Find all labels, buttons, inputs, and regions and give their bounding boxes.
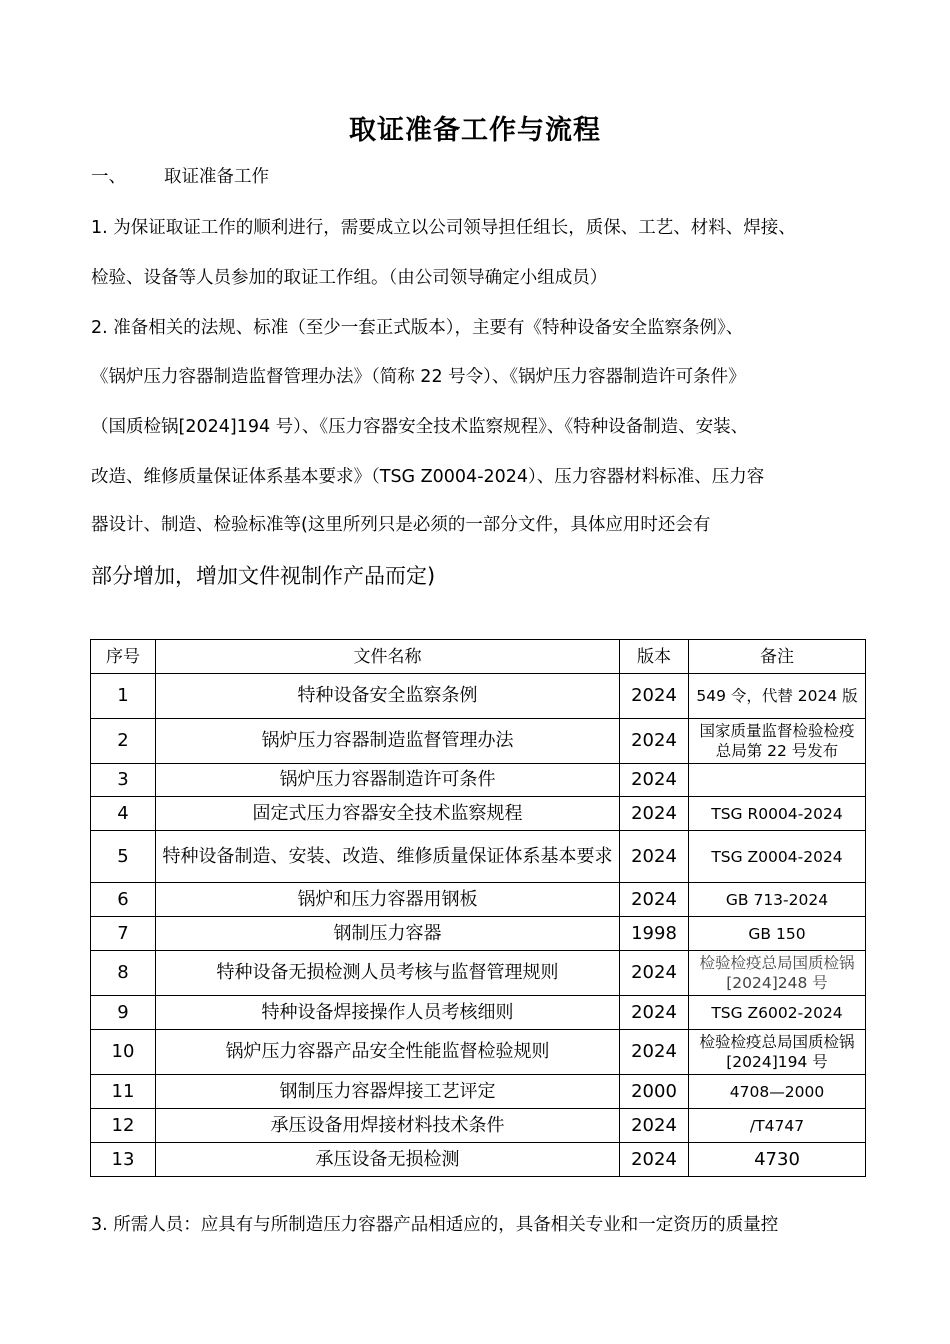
cell-version: 2024 [620, 831, 689, 883]
cell-version: 2024 [620, 996, 689, 1030]
paragraph-line: 改造、维修质量保证体系基本要求》（TSG Z0004-2024）、压力容器材料标准、压力容 [91, 467, 765, 487]
header-version: 版本 [620, 640, 689, 674]
table-row [91, 1075, 866, 1109]
table-row [91, 1030, 866, 1075]
cell-note: 国家质量监督检验检疫总局第 22 号发布 [689, 719, 866, 764]
cell-name: 钢制压力容器 [156, 917, 620, 951]
cell-index: 13 [91, 1143, 156, 1177]
cell-version: 2024 [620, 951, 689, 996]
cell-name: 特种设备焊接操作人员考核细则 [156, 996, 620, 1030]
cell-note: GB 713-2024 [689, 883, 866, 917]
cell-version: 2024 [620, 797, 689, 831]
document-table [90, 639, 866, 1177]
cell-version: 2024 [620, 1109, 689, 1143]
cell-version: 2024 [620, 883, 689, 917]
cell-note: /T4747 [689, 1109, 866, 1143]
cell-index: 3 [91, 764, 156, 797]
paragraph-line: 器设计、制造、检验标准等(这里所列只是必须的一部分文件，具体应用时还会有 [91, 515, 711, 535]
cell-index: 2 [91, 719, 156, 764]
section-label: 取证准备工作 [164, 167, 269, 187]
paragraph-line: 3. 所需人员：应具有与所制造压力容器产品相适应的，具备相关专业和一定资历的质量控 [91, 1215, 779, 1235]
cell-note [689, 764, 866, 797]
cell-name: 特种设备制造、安装、改造、维修质量保证体系基本要求 [156, 831, 620, 883]
paragraph-line: 《锅炉压力容器制造监督管理办法》（简称 22 号令）、《锅炉压力容器制造许可条件》 [91, 367, 746, 387]
cell-name: 锅炉压力容器产品安全性能监督检验规则 [156, 1030, 620, 1075]
table-row [91, 1109, 866, 1143]
cell-note: 4730 [689, 1143, 866, 1177]
cell-index: 8 [91, 951, 156, 996]
cell-index: 5 [91, 831, 156, 883]
cell-name: 固定式压力容器安全技术监察规程 [156, 797, 620, 831]
paragraph-line: 1. 为保证取证工作的顺利进行，需要成立以公司领导担任组长，质保、工艺、材料、焊接、 [91, 218, 796, 238]
cell-index: 6 [91, 883, 156, 917]
cell-note: GB 150 [689, 917, 866, 951]
cell-index: 10 [91, 1030, 156, 1075]
cell-name: 钢制压力容器焊接工艺评定 [156, 1075, 620, 1109]
cell-version: 2024 [620, 764, 689, 797]
cell-name: 锅炉压力容器制造监督管理办法 [156, 719, 620, 764]
cell-index: 9 [91, 996, 156, 1030]
table-row [91, 674, 866, 719]
table-row [91, 951, 866, 996]
cell-name: 特种设备安全监察条例 [156, 674, 620, 719]
table-row [91, 917, 866, 951]
table-row [91, 1143, 866, 1177]
paragraph-line: 部分增加，增加文件视制作产品而定) [91, 564, 436, 588]
page-title: 取证准备工作与流程 [349, 115, 601, 146]
cell-note: TSG R0004-2024 [689, 797, 866, 831]
cell-index: 7 [91, 917, 156, 951]
cell-note: 4708—2000 [689, 1075, 866, 1109]
table-row [91, 996, 866, 1030]
header-note: 备注 [689, 640, 866, 674]
header-index: 序号 [91, 640, 156, 674]
header-name: 文件名称 [156, 640, 620, 674]
cell-version: 2024 [620, 1030, 689, 1075]
paragraph-line: （国质检锅[2024]194 号）、《压力容器安全技术监察规程》、《特种设备制造、安装、 [91, 417, 749, 437]
cell-name: 特种设备无损检测人员考核与监督管理规则 [156, 951, 620, 996]
cell-note: 检验检疫总局国质检锅[2024]248 号 [689, 951, 866, 996]
cell-name: 承压设备用焊接材料技术条件 [156, 1109, 620, 1143]
cell-version: 2024 [620, 674, 689, 719]
section-heading [91, 163, 269, 188]
cell-name: 承压设备无损检测 [156, 1143, 620, 1177]
section-number: 一、 [91, 167, 126, 187]
cell-version: 2024 [620, 719, 689, 764]
cell-note: TSG Z0004-2024 [689, 831, 866, 883]
cell-version: 2024 [620, 1143, 689, 1177]
cell-index: 1 [91, 674, 156, 719]
table-row [91, 764, 866, 797]
table-row [91, 719, 866, 764]
cell-name: 锅炉压力容器制造许可条件 [156, 764, 620, 797]
cell-version: 1998 [620, 917, 689, 951]
cell-index: 12 [91, 1109, 156, 1143]
paragraph-line: 2. 准备相关的法规、标准（至少一套正式版本），主要有《特种设备安全监察条例》、 [91, 318, 744, 338]
cell-version: 2000 [620, 1075, 689, 1109]
table-row [91, 797, 866, 831]
table-row [91, 883, 866, 917]
cell-note: TSG Z6002-2024 [689, 996, 866, 1030]
table-row [91, 831, 866, 883]
paragraph-line: 检验、设备等人员参加的取证工作组。（由公司领导确定小组成员） [91, 268, 608, 288]
cell-note: 检验检疫总局国质检锅[2024]194 号 [689, 1030, 866, 1075]
cell-note: 549 令，代替 2024 版 [689, 674, 866, 719]
cell-index: 11 [91, 1075, 156, 1109]
table-header-row [91, 640, 866, 674]
cell-index: 4 [91, 797, 156, 831]
cell-name: 锅炉和压力容器用钢板 [156, 883, 620, 917]
